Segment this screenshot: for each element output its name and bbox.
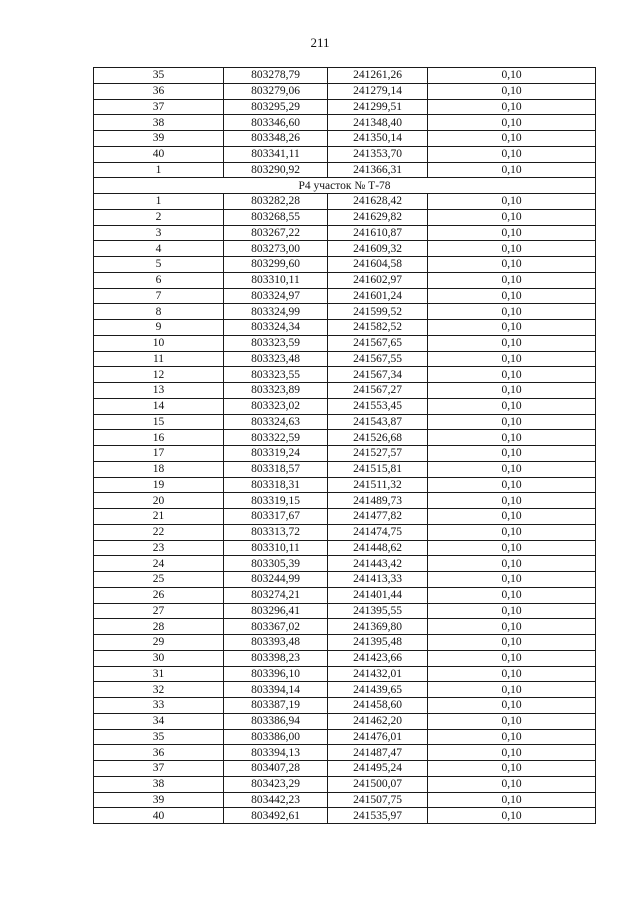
y-coordinate-cell: 241515,81 (328, 461, 428, 477)
point-number-cell: 10 (94, 335, 224, 351)
x-coordinate-cell: 803346,60 (224, 115, 328, 131)
x-coordinate-cell: 803394,14 (224, 682, 328, 698)
table-row (94, 603, 596, 619)
accuracy-cell: 0,10 (428, 572, 596, 588)
point-number-cell: 35 (94, 729, 224, 745)
x-coordinate-cell: 803319,15 (224, 493, 328, 509)
y-coordinate-cell: 241476,01 (328, 729, 428, 745)
point-number-cell: 12 (94, 367, 224, 383)
table-row (94, 241, 596, 257)
accuracy-cell: 0,10 (428, 414, 596, 430)
x-coordinate-cell: 803273,00 (224, 241, 328, 257)
x-coordinate-cell: 803393,48 (224, 635, 328, 651)
point-number-cell: 19 (94, 477, 224, 493)
point-number-cell: 39 (94, 792, 224, 808)
accuracy-cell: 0,10 (428, 241, 596, 257)
accuracy-cell: 0,10 (428, 367, 596, 383)
x-coordinate-cell: 803279,06 (224, 83, 328, 99)
y-coordinate-cell: 241350,14 (328, 131, 428, 147)
point-number-cell: 1 (94, 162, 224, 178)
x-coordinate-cell: 803323,59 (224, 335, 328, 351)
accuracy-cell: 0,10 (428, 131, 596, 147)
accuracy-cell: 0,10 (428, 792, 596, 808)
y-coordinate-cell: 241423,66 (328, 650, 428, 666)
accuracy-cell: 0,10 (428, 461, 596, 477)
accuracy-cell: 0,10 (428, 335, 596, 351)
x-coordinate-cell: 803310,11 (224, 272, 328, 288)
page-number: 211 (310, 35, 330, 50)
table-row (94, 650, 596, 666)
x-coordinate-cell: 803386,00 (224, 729, 328, 745)
x-coordinate-cell: 803323,02 (224, 398, 328, 414)
table-row (94, 335, 596, 351)
x-coordinate-cell: 803387,19 (224, 698, 328, 714)
table-row (94, 383, 596, 399)
point-number-cell: 35 (94, 68, 224, 84)
point-number-cell: 21 (94, 509, 224, 525)
point-number-cell: 17 (94, 446, 224, 462)
point-number-cell: 25 (94, 572, 224, 588)
y-coordinate-cell: 241458,60 (328, 698, 428, 714)
accuracy-cell: 0,10 (428, 194, 596, 210)
point-number-cell: 23 (94, 540, 224, 556)
table-row (94, 131, 596, 147)
point-number-cell: 34 (94, 713, 224, 729)
table-row (94, 68, 596, 84)
point-number-cell: 39 (94, 131, 224, 147)
y-coordinate-cell: 241526,68 (328, 430, 428, 446)
x-coordinate-cell: 803290,92 (224, 162, 328, 178)
table-row (94, 509, 596, 525)
y-coordinate-cell: 241609,32 (328, 241, 428, 257)
point-number-cell: 36 (94, 83, 224, 99)
point-number-cell: 4 (94, 241, 224, 257)
x-coordinate-cell: 803244,99 (224, 572, 328, 588)
table-row (94, 225, 596, 241)
y-coordinate-cell: 241535,97 (328, 808, 428, 824)
table-row (94, 351, 596, 367)
table-row (94, 288, 596, 304)
accuracy-cell: 0,10 (428, 115, 596, 131)
table-row (94, 320, 596, 336)
accuracy-cell: 0,10 (428, 99, 596, 115)
point-number-cell: 24 (94, 556, 224, 572)
x-coordinate-cell: 803267,22 (224, 225, 328, 241)
point-number-cell: 6 (94, 272, 224, 288)
x-coordinate-cell: 803323,89 (224, 383, 328, 399)
point-number-cell: 32 (94, 682, 224, 698)
accuracy-cell: 0,10 (428, 808, 596, 824)
table-row (94, 304, 596, 320)
table-row (94, 194, 596, 210)
accuracy-cell: 0,10 (428, 493, 596, 509)
x-coordinate-cell: 803318,31 (224, 477, 328, 493)
accuracy-cell: 0,10 (428, 288, 596, 304)
accuracy-cell: 0,10 (428, 257, 596, 273)
accuracy-cell: 0,10 (428, 540, 596, 556)
y-coordinate-cell: 241599,52 (328, 304, 428, 320)
section-title: Р4 участок № Т-78 (94, 178, 596, 194)
point-number-cell: 2 (94, 209, 224, 225)
coordinates-table (93, 67, 596, 824)
point-number-cell: 14 (94, 398, 224, 414)
table-row (94, 99, 596, 115)
x-coordinate-cell: 803278,79 (224, 68, 328, 84)
y-coordinate-cell: 241567,65 (328, 335, 428, 351)
y-coordinate-cell: 241448,62 (328, 540, 428, 556)
y-coordinate-cell: 241348,40 (328, 115, 428, 131)
y-coordinate-cell: 241279,14 (328, 83, 428, 99)
accuracy-cell: 0,10 (428, 619, 596, 635)
y-coordinate-cell: 241401,44 (328, 587, 428, 603)
y-coordinate-cell: 241395,55 (328, 603, 428, 619)
x-coordinate-cell: 803295,29 (224, 99, 328, 115)
point-number-cell: 22 (94, 524, 224, 540)
x-coordinate-cell: 803274,21 (224, 587, 328, 603)
accuracy-cell: 0,10 (428, 272, 596, 288)
y-coordinate-cell: 241369,80 (328, 619, 428, 635)
table-row (94, 83, 596, 99)
point-number-cell: 40 (94, 146, 224, 162)
x-coordinate-cell: 803423,29 (224, 776, 328, 792)
x-coordinate-cell: 803268,55 (224, 209, 328, 225)
point-number-cell: 40 (94, 808, 224, 824)
x-coordinate-cell: 803317,67 (224, 509, 328, 525)
table-row (94, 162, 596, 178)
table-row (94, 635, 596, 651)
y-coordinate-cell: 241443,42 (328, 556, 428, 572)
accuracy-cell: 0,10 (428, 83, 596, 99)
accuracy-cell: 0,10 (428, 745, 596, 761)
x-coordinate-cell: 803324,99 (224, 304, 328, 320)
x-coordinate-cell: 803398,23 (224, 650, 328, 666)
table-row (94, 729, 596, 745)
accuracy-cell: 0,10 (428, 761, 596, 777)
point-number-cell: 18 (94, 461, 224, 477)
accuracy-cell: 0,10 (428, 225, 596, 241)
table-row (94, 524, 596, 540)
accuracy-cell: 0,10 (428, 682, 596, 698)
point-number-cell: 13 (94, 383, 224, 399)
table-row (94, 257, 596, 273)
point-number-cell: 33 (94, 698, 224, 714)
point-number-cell: 3 (94, 225, 224, 241)
accuracy-cell: 0,10 (428, 698, 596, 714)
point-number-cell: 30 (94, 650, 224, 666)
y-coordinate-cell: 241602,97 (328, 272, 428, 288)
y-coordinate-cell: 241487,47 (328, 745, 428, 761)
point-number-cell: 37 (94, 99, 224, 115)
point-number-cell: 20 (94, 493, 224, 509)
table-row (94, 587, 596, 603)
accuracy-cell: 0,10 (428, 776, 596, 792)
x-coordinate-cell: 803341,11 (224, 146, 328, 162)
x-coordinate-cell: 803299,60 (224, 257, 328, 273)
accuracy-cell: 0,10 (428, 603, 596, 619)
x-coordinate-cell: 803396,10 (224, 666, 328, 682)
x-coordinate-cell: 803310,11 (224, 540, 328, 556)
x-coordinate-cell: 803386,94 (224, 713, 328, 729)
accuracy-cell: 0,10 (428, 162, 596, 178)
point-number-cell: 16 (94, 430, 224, 446)
y-coordinate-cell: 241610,87 (328, 225, 428, 241)
point-number-cell: 27 (94, 603, 224, 619)
x-coordinate-cell: 803324,97 (224, 288, 328, 304)
x-coordinate-cell: 803322,59 (224, 430, 328, 446)
table-row (94, 414, 596, 430)
table-row (94, 430, 596, 446)
x-coordinate-cell: 803313,72 (224, 524, 328, 540)
table-row (94, 698, 596, 714)
accuracy-cell: 0,10 (428, 351, 596, 367)
table-row (94, 146, 596, 162)
point-number-cell: 37 (94, 761, 224, 777)
y-coordinate-cell: 241495,24 (328, 761, 428, 777)
accuracy-cell: 0,10 (428, 729, 596, 745)
y-coordinate-cell: 241629,82 (328, 209, 428, 225)
point-number-cell: 38 (94, 115, 224, 131)
accuracy-cell: 0,10 (428, 304, 596, 320)
table-row (94, 776, 596, 792)
point-number-cell: 36 (94, 745, 224, 761)
x-coordinate-cell: 803323,55 (224, 367, 328, 383)
y-coordinate-cell: 241366,31 (328, 162, 428, 178)
point-number-cell: 5 (94, 257, 224, 273)
point-number-cell: 26 (94, 587, 224, 603)
y-coordinate-cell: 241474,75 (328, 524, 428, 540)
y-coordinate-cell: 241543,87 (328, 414, 428, 430)
accuracy-cell: 0,10 (428, 635, 596, 651)
y-coordinate-cell: 241353,70 (328, 146, 428, 162)
point-number-cell: 1 (94, 194, 224, 210)
point-number-cell: 38 (94, 776, 224, 792)
table-row (94, 115, 596, 131)
table-row (94, 446, 596, 462)
y-coordinate-cell: 241477,82 (328, 509, 428, 525)
table-row (94, 493, 596, 509)
y-coordinate-cell: 241432,01 (328, 666, 428, 682)
y-coordinate-cell: 241462,20 (328, 713, 428, 729)
y-coordinate-cell: 241439,65 (328, 682, 428, 698)
point-number-cell: 29 (94, 635, 224, 651)
y-coordinate-cell: 241527,57 (328, 446, 428, 462)
y-coordinate-cell: 241582,52 (328, 320, 428, 336)
x-coordinate-cell: 803324,63 (224, 414, 328, 430)
accuracy-cell: 0,10 (428, 320, 596, 336)
table-row (94, 477, 596, 493)
y-coordinate-cell: 241413,33 (328, 572, 428, 588)
y-coordinate-cell: 241261,26 (328, 68, 428, 84)
y-coordinate-cell: 241511,32 (328, 477, 428, 493)
y-coordinate-cell: 241567,34 (328, 367, 428, 383)
point-number-cell: 7 (94, 288, 224, 304)
accuracy-cell: 0,10 (428, 209, 596, 225)
y-coordinate-cell: 241567,55 (328, 351, 428, 367)
x-coordinate-cell: 803296,41 (224, 603, 328, 619)
y-coordinate-cell: 241567,27 (328, 383, 428, 399)
table-row (94, 666, 596, 682)
table-row (94, 556, 596, 572)
table-row (94, 272, 596, 288)
x-coordinate-cell: 803367,02 (224, 619, 328, 635)
y-coordinate-cell: 241395,48 (328, 635, 428, 651)
point-number-cell: 11 (94, 351, 224, 367)
y-coordinate-cell: 241553,45 (328, 398, 428, 414)
x-coordinate-cell: 803318,57 (224, 461, 328, 477)
table-row (94, 367, 596, 383)
point-number-cell: 9 (94, 320, 224, 336)
table-row (94, 682, 596, 698)
table-row (94, 745, 596, 761)
x-coordinate-cell: 803394,13 (224, 745, 328, 761)
table-row (94, 713, 596, 729)
accuracy-cell: 0,10 (428, 524, 596, 540)
accuracy-cell: 0,10 (428, 68, 596, 84)
accuracy-cell: 0,10 (428, 446, 596, 462)
x-coordinate-cell: 803348,26 (224, 131, 328, 147)
point-number-cell: 8 (94, 304, 224, 320)
accuracy-cell: 0,10 (428, 509, 596, 525)
table-row (94, 398, 596, 414)
table-row (94, 540, 596, 556)
x-coordinate-cell: 803324,34 (224, 320, 328, 336)
accuracy-cell: 0,10 (428, 587, 596, 603)
x-coordinate-cell: 803442,23 (224, 792, 328, 808)
y-coordinate-cell: 241601,24 (328, 288, 428, 304)
y-coordinate-cell: 241604,58 (328, 257, 428, 273)
point-number-cell: 31 (94, 666, 224, 682)
y-coordinate-cell: 241299,51 (328, 99, 428, 115)
accuracy-cell: 0,10 (428, 146, 596, 162)
table-row (94, 209, 596, 225)
point-number-cell: 15 (94, 414, 224, 430)
x-coordinate-cell: 803407,28 (224, 761, 328, 777)
coordinates-table-body (94, 68, 596, 824)
x-coordinate-cell: 803305,39 (224, 556, 328, 572)
x-coordinate-cell: 803492,61 (224, 808, 328, 824)
y-coordinate-cell: 241628,42 (328, 194, 428, 210)
y-coordinate-cell: 241507,75 (328, 792, 428, 808)
x-coordinate-cell: 803323,48 (224, 351, 328, 367)
accuracy-cell: 0,10 (428, 650, 596, 666)
section-title-row (94, 178, 596, 194)
x-coordinate-cell: 803282,28 (224, 194, 328, 210)
table-row (94, 792, 596, 808)
table-row (94, 619, 596, 635)
accuracy-cell: 0,10 (428, 430, 596, 446)
accuracy-cell: 0,10 (428, 666, 596, 682)
point-number-cell: 28 (94, 619, 224, 635)
accuracy-cell: 0,10 (428, 383, 596, 399)
y-coordinate-cell: 241500,07 (328, 776, 428, 792)
x-coordinate-cell: 803319,24 (224, 446, 328, 462)
accuracy-cell: 0,10 (428, 556, 596, 572)
accuracy-cell: 0,10 (428, 713, 596, 729)
y-coordinate-cell: 241489,73 (328, 493, 428, 509)
accuracy-cell: 0,10 (428, 398, 596, 414)
accuracy-cell: 0,10 (428, 477, 596, 493)
table-row (94, 761, 596, 777)
table-row (94, 808, 596, 824)
table-row (94, 572, 596, 588)
table-row (94, 461, 596, 477)
